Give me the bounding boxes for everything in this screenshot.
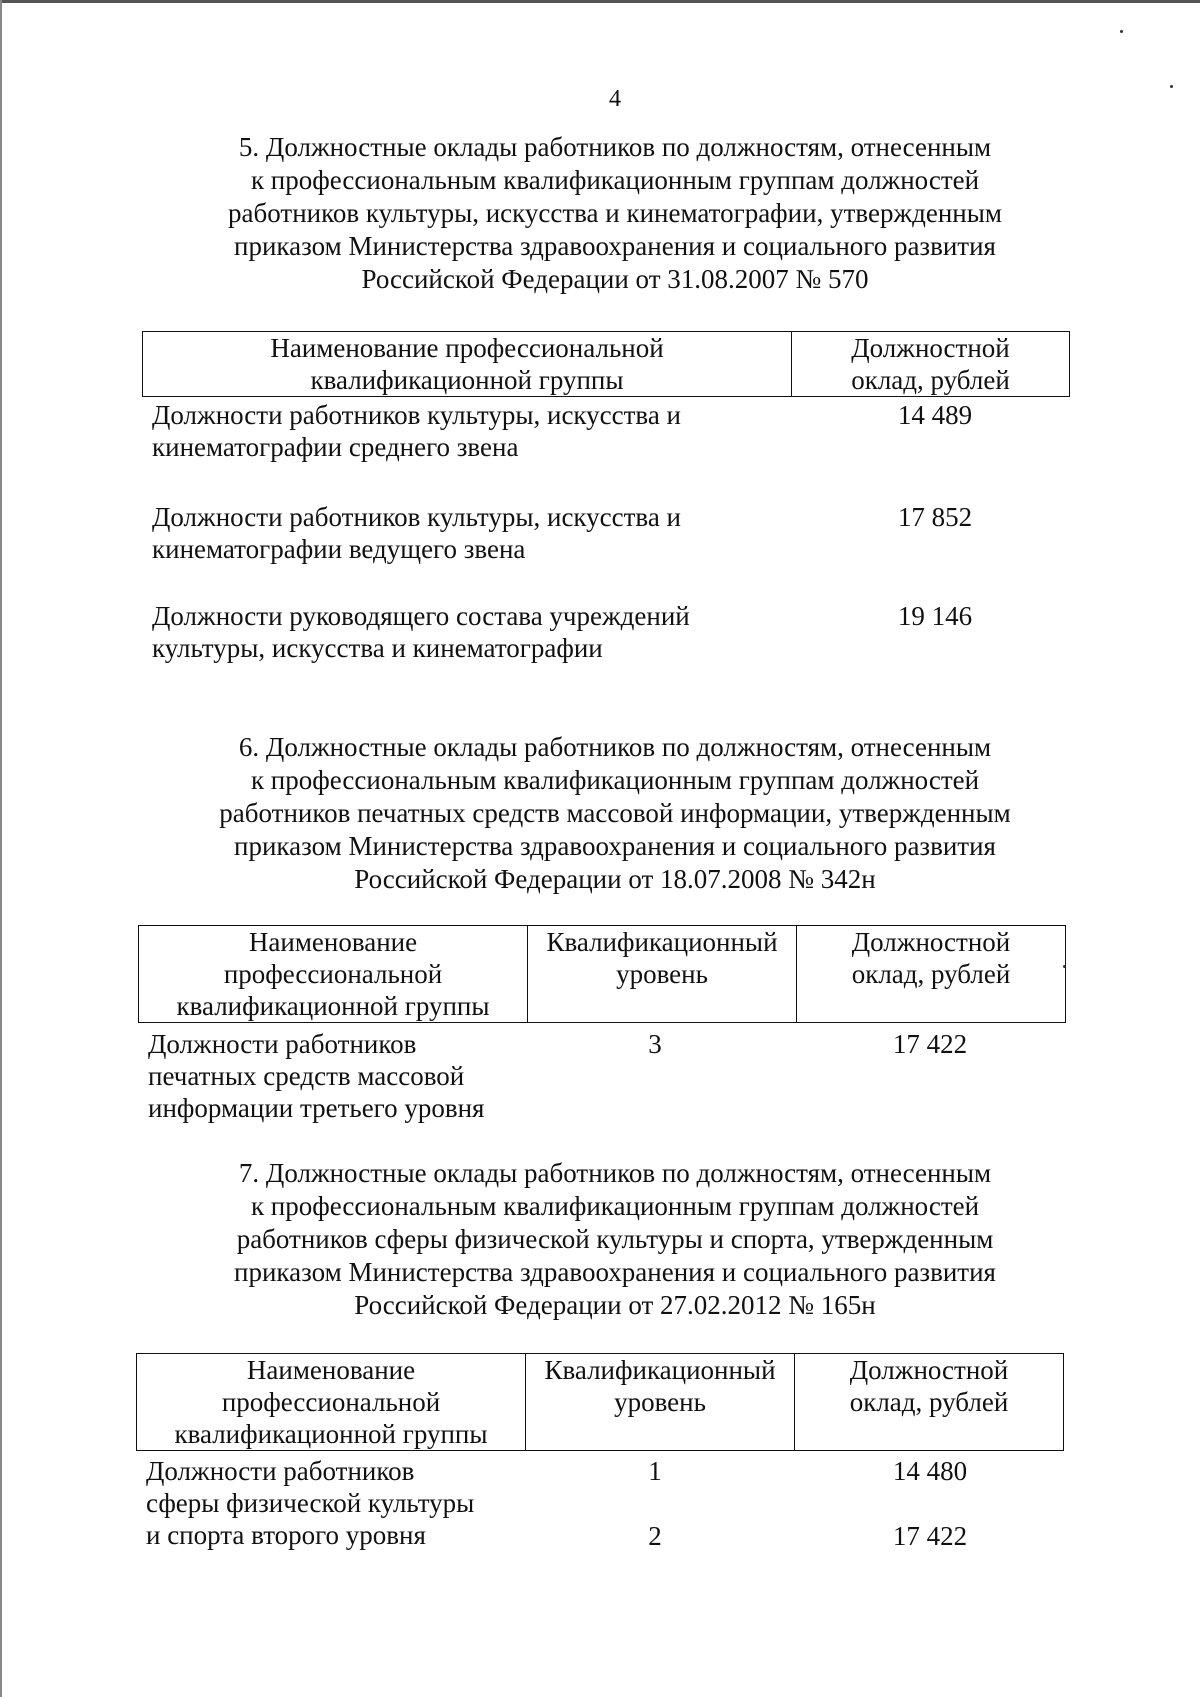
scan-edge-top xyxy=(0,0,1200,3)
heading-line: приказом Министерства здравоохранения и социального развития xyxy=(234,1257,996,1287)
column-header-salary: Должностной оклад, рублей xyxy=(792,332,1070,397)
heading-line: к профессиональным квалификационным группам должностей xyxy=(250,1191,980,1221)
table-row-salary: 17 422 xyxy=(892,1521,968,1551)
page-number: 4 xyxy=(609,86,621,112)
heading-line: приказом Министерства здравоохранения и социального развития xyxy=(234,831,996,861)
scan-edge-left xyxy=(0,0,2,1697)
section-7-heading xyxy=(130,1157,1100,1322)
heading-line: 5. Должностные оклады работников по должностям, отнесенным xyxy=(238,132,992,162)
table-row-level: 1 xyxy=(648,1456,662,1486)
column-header-salary: Должностной оклад, рублей xyxy=(797,926,1066,1023)
heading-line: Российской Федерации от 31.08.2007 № 570 xyxy=(361,264,869,294)
table-row-salary: 17 422 xyxy=(892,1029,968,1059)
table-row-name: Должности работников культуры, искусства и кинематографии ведущего звена xyxy=(152,502,682,564)
column-header-level: Квалификационный уровень xyxy=(528,926,797,1023)
table-row-salary: 14 480 xyxy=(892,1456,968,1486)
table-row-name: Должности руководящего состава учреждений культуры, искусства и кинематографии xyxy=(152,601,690,663)
table-row-level: 3 xyxy=(648,1029,662,1059)
section-6-table-header xyxy=(138,925,1066,1023)
table-row-salary: 17 852 xyxy=(897,502,973,532)
table-row-name: Должности работников печатных средств массовой информации третьего уровня xyxy=(148,1029,485,1123)
section-7-table-header xyxy=(136,1353,1064,1451)
section-5-table-header xyxy=(142,331,1070,397)
table-row-salary: 14 489 xyxy=(897,400,973,430)
heading-line: 6. Должностные оклады работников по должностям, отнесенным xyxy=(238,732,992,762)
table-row-name: Должности работников культуры, искусства и кинематографии среднего звена xyxy=(152,400,682,462)
heading-line: работников культуры, искусства и кинематографии, утвержденным xyxy=(228,198,1002,228)
column-header-salary: Должностной оклад, рублей xyxy=(795,1354,1064,1451)
section-5-heading xyxy=(130,131,1100,296)
heading-line: Российской Федерации от 27.02.2012 № 165н xyxy=(354,1290,876,1320)
heading-line: приказом Министерства здравоохранения и социального развития xyxy=(234,231,996,261)
heading-line: работников печатных средств массовой информации, утвержденным xyxy=(219,798,1011,828)
scan-speck xyxy=(1120,30,1123,33)
table-row-name: Должности работников сферы физической культуры и спорта второго уровня xyxy=(146,1456,475,1550)
column-header-group-name: Наименование профессиональной квалификационной группы xyxy=(137,1354,526,1451)
column-header-group-name: Наименование профессиональной квалификационной группы xyxy=(139,926,528,1023)
table-row-level: 2 xyxy=(648,1521,662,1551)
heading-line: к профессиональным квалификационным группам должностей xyxy=(250,165,980,195)
column-header-level: Квалификационный уровень xyxy=(526,1354,795,1451)
heading-line: 7. Должностные оклады работников по должностям, отнесенным xyxy=(238,1158,992,1188)
table-row-salary: 19 146 xyxy=(897,601,973,631)
heading-line: Российской Федерации от 18.07.2008 № 342н xyxy=(354,864,876,894)
heading-line: к профессиональным квалификационным группам должностей xyxy=(250,765,980,795)
heading-line: работников сферы физической культуры и спорта, утвержденным xyxy=(236,1224,994,1254)
column-header-group-name: Наименование профессиональной квалификационной группы xyxy=(143,332,792,397)
section-6-heading xyxy=(130,731,1100,896)
